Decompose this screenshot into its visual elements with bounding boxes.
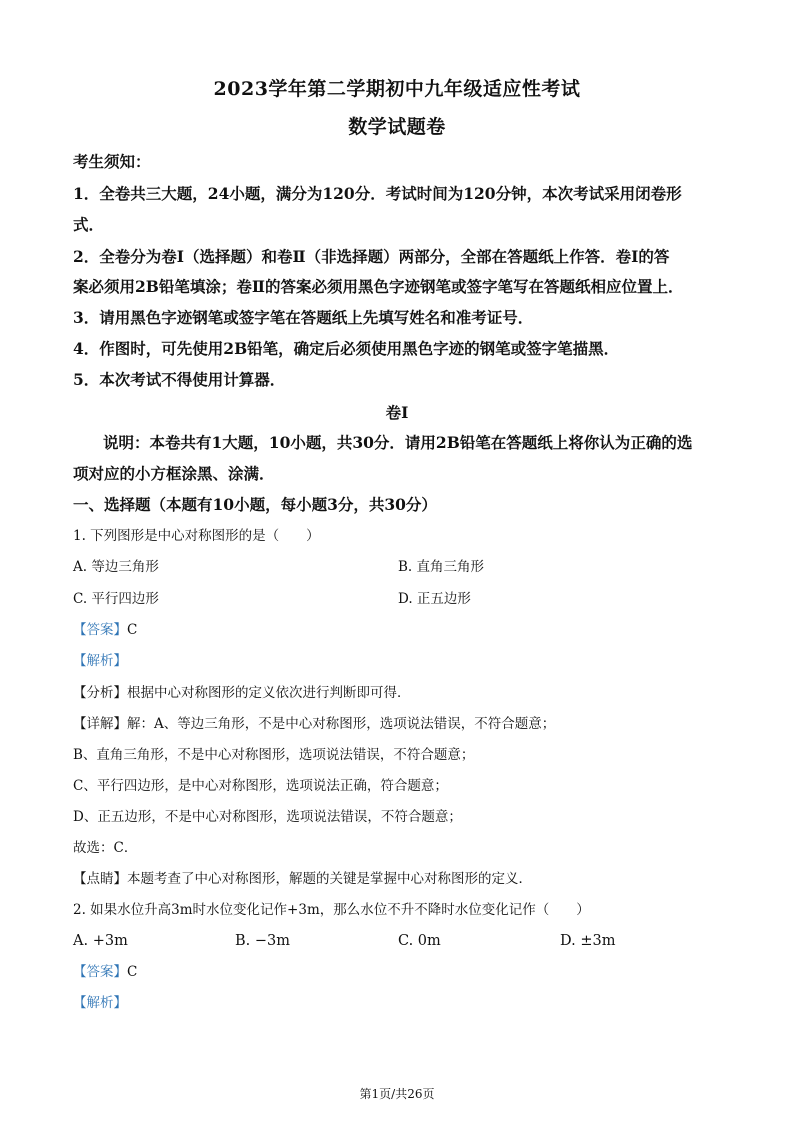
q1-dianjing — [73, 869, 532, 889]
q2-analysis-tag — [73, 993, 127, 1013]
q1-stem: 1. 下列图形是中心对称图形的是（ ） — [73, 528, 320, 544]
volume-description: 说明：本卷共有1大题，10小题，共30分．请用2B铅笔在答题纸上将你认为正确的选 — [103, 433, 693, 452]
analysis-tag: 【解析】 — [73, 995, 127, 1011]
analysis-tag: 【解析】 — [73, 653, 127, 669]
answer-tag: 【答案】 — [73, 964, 127, 980]
q2-option-d: D. ±3m — [560, 933, 616, 949]
q1-option-c: C. 平行四边形 — [73, 591, 159, 607]
q2-option-c: C. 0m — [398, 933, 441, 949]
q1-detail-b: B、直角三角形，不是中心对称图形，选项说法错误，不符合题意； — [73, 747, 475, 763]
q1-option-d: D. 正五边形 — [398, 591, 471, 607]
exam-subtitle: 数学试题卷 — [348, 116, 446, 138]
notice-heading: 考生须知： — [73, 152, 151, 171]
dianjing-text: 本题考查了中心对称图形，解题的关键是掌握中心对称图形的定义． — [127, 871, 532, 887]
q1-fenxi — [73, 683, 411, 703]
volume-description-cont: 项对应的小方框涂黑、涂满． — [73, 464, 275, 483]
q2-option-b: B. −3m — [235, 933, 290, 949]
q1-answer — [73, 620, 137, 640]
q1-detail-c: C、平行四边形，是中心对称图形，选项说法正确，符合题意； — [73, 778, 448, 794]
notice-line-5: 5．本次考试不得使用计算器． — [73, 370, 286, 389]
page-footer: 第1页/共26页 — [359, 1087, 435, 1101]
q1-detail-d: D、正五边形，不是中心对称图形，选项说法错误，不符合题意； — [73, 809, 462, 825]
q1-option-a: A. 等边三角形 — [73, 559, 159, 575]
notice-line-4: 4．作图时，可先使用2B铅笔，确定后必须使用黑色字迹的钢笔或签字笔描黑． — [73, 339, 620, 358]
q2-option-a: A. +3m — [73, 933, 128, 949]
q1-option-b: B. 直角三角形 — [398, 559, 485, 575]
notice-line-1-cont: 式． — [73, 215, 105, 234]
section-title: 一、选择题（本题有10小题，每小题3分，共30分） — [73, 495, 437, 514]
volume-title: 卷Ⅰ — [385, 403, 409, 422]
q1-xiangjie — [73, 714, 555, 734]
notice-line-1: 1．全卷共三大题，24小题，满分为120分．考试时间为120分钟，本次考试采用闭卷形 — [73, 184, 682, 203]
exam-title: 2023学年第二学期初中九年级适应性考试 — [213, 78, 581, 100]
notice-line-2: 2．全卷分为卷Ⅰ（选择题）和卷Ⅱ（非选择题）两部分，全部在答题纸上作答．卷Ⅰ的答 — [73, 247, 670, 266]
xiangjie-text: 解：A、等边三角形，不是中心对称图形，选项说法错误，不符合题意； — [127, 716, 556, 732]
q2-answer — [73, 962, 137, 982]
q1-analysis-tag — [73, 651, 127, 671]
notice-line-2-cont: 案必须用2B铅笔填涂；卷Ⅱ的答案必须用黑色字迹钢笔或签字笔写在答题纸相应位置上． — [73, 277, 684, 296]
notice-line-3: 3．请用黑色字迹钢笔或签字笔在答题纸上先填写姓名和准考证号． — [73, 308, 534, 327]
answer-value: C — [127, 622, 138, 638]
q1-choice-result: 故选：C． — [73, 840, 138, 856]
xiangjie-tag: 【详解】 — [73, 716, 127, 732]
fenxi-tag: 【分析】 — [73, 685, 127, 701]
answer-value: C — [127, 964, 138, 980]
q2-stem: 2. 如果水位升高3m时水位变化记作+3m，那么水位不升不降时水位变化记作（ ） — [73, 902, 590, 918]
fenxi-text: 根据中心对称图形的定义依次进行判断即可得． — [127, 685, 411, 701]
dianjing-tag: 【点睛】 — [73, 871, 127, 887]
answer-tag: 【答案】 — [73, 622, 127, 638]
